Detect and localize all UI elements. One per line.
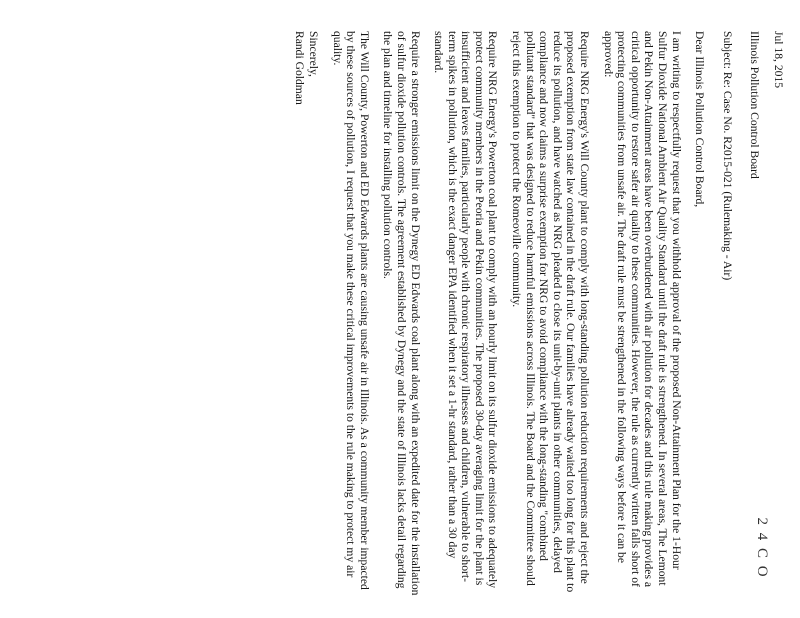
letter-date: Jul 18, 2015: [772, 31, 785, 89]
letter-closing: Sincerely,: [306, 31, 320, 77]
letter-paragraph-will-county: Require NRG Energy's Will County plant to comply with long-standing pollution reduction requirements and reject the proposed exemption from state law contained in the draft rule. Our families have already waited too long for this plant to reduce its pollution, and have watched as NRG pleaded to close its unit-by-unit plants in other communities, delayed compliance and now claims a surprise exemption for NRG to avoid compliance with the long-standing "combined pollutant standard" that was designed to reduce harmful emissions across Illinois. The Board and the Committee should reject this exemption to protect the Romeoville community.: [510, 31, 592, 593]
letter-paragraph-powerton: Require NRG Energy's Powerton coal plant to comply with an hourly limit on its sulfur dioxide emissions to adequately protect community members in the Peoria and Pekin communities. The proposed 30-day averaging limit for the plant is insufficient and leaves families, particularly people with chronic respiratory illnesses and children, vulnerable to short-term spikes in pollution, which is the exact danger EPA identified when it set a 1-hr standard, rather than a 30 day standard.: [432, 31, 500, 589]
letter-paragraph-intro: I am writing to respectfully request that you withhold approval of the proposed Non-Attainment Plan for the 1-Hour Sulfur Dioxide National Ambient Air Quality Standard until the draft rule is strengthened. In several areas, The Lemont and Pekin Non-Attainment areas have been overburdened with air pollution for decades and this rule making provides a critical opportunity to restore safer air quality to these communities. However, the rule as currently written falls short of protecting communities from unsafe air. The draft rule must be strengthened in the following ways before it can be approved:: [601, 31, 683, 588]
page-number-stamp: 2 4 C O: [754, 517, 770, 579]
letter-body: [5, 9, 795, 609]
letter-salutation: Dear Illinois Pollution Control Board,: [693, 31, 707, 208]
letter-paragraph-conclusion: The Will County, Powerton and ED Edwards plants are causing unsafe air in Illinois. As a community member impacted by these sources of pollution, I request that you make these critical improvements to the rule making to protect my air quality.: [330, 31, 371, 590]
letter-recipient: Illinois Pollution Control Board: [748, 31, 762, 179]
letter-paragraph-ed-edwards: Require a stronger emissions limit on the Dynegy ED Edwards coal plant along with an expedited date for the installation of sulfur dioxide pollution controls. The agreement established by Dynegy and the state of Illinois lacks detail regarding the plan and timeline for installing pollution controls.: [381, 31, 422, 596]
letter-signer: Randi Goldman: [293, 31, 307, 105]
letter-subject: Subject: Re: Case No. R2015-021 (Rulemaking - Air): [720, 31, 734, 281]
